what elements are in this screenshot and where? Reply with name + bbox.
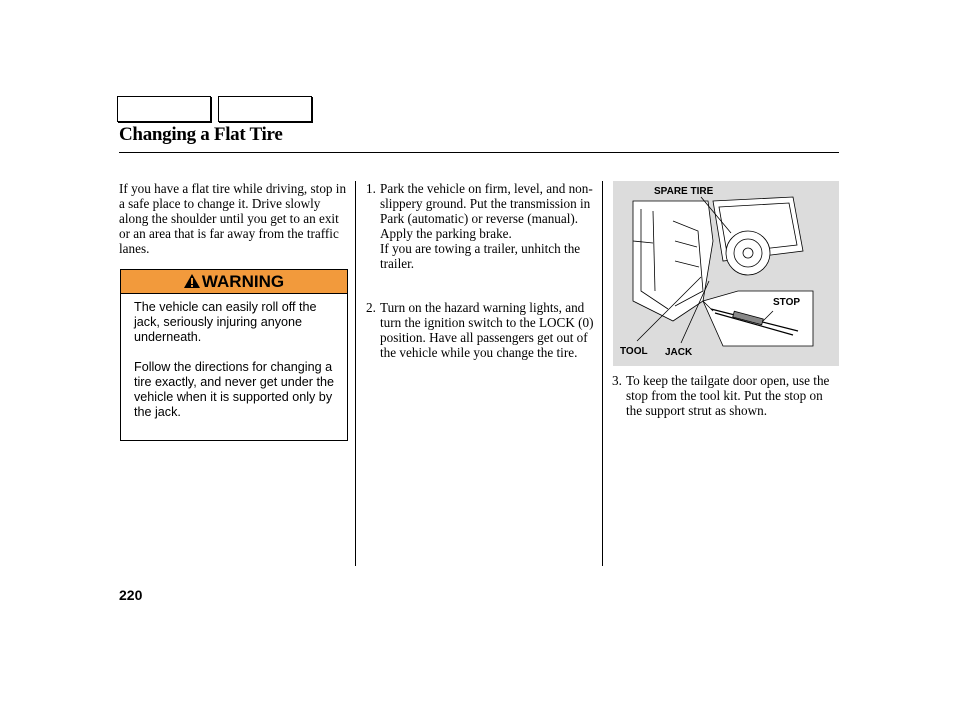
page-number: 220 [119,587,143,603]
warning-box [120,269,348,441]
page-title: Changing a Flat Tire [119,124,283,145]
label-tool: TOOL [620,346,648,357]
step-text: Turn on the hazard warning lights, and turn the ignition switch to the LOCK (0) position. Have all passengers get out of the vehicle while you change the tire. [380,300,594,360]
intro-paragraph: If you have a flat tire while driving, stop in a safe place to change it. Drive slowly along the shoulder until you get to an exit or an area that is far away from the traffic lanes. [119,181,347,256]
label-stop: STOP [773,297,801,308]
label-spare-tire: SPARE TIRE [654,186,714,197]
tailgate-illustration [613,181,839,366]
step-text: To keep the tailgate door open, use the stop from the tool kit. Put the stop on the support strut as shown. [626,373,830,418]
step-2 [366,300,594,360]
step-text: Park the vehicle on firm, level, and non-slippery ground. Put the transmission in Park (automatic) or reverse (manual). Apply the parking brake. [380,181,593,241]
warning-paragraph-1: The vehicle can easily roll off the jack, seriously injuring anyone underneath. [134,300,317,344]
vehicle-rear-drawing [613,181,839,366]
warning-triangle-icon [184,271,200,294]
warning-heading: WARNING [201,272,285,291]
title-divider [119,152,839,153]
step-number: 1. [366,181,376,196]
step-1 [366,181,594,271]
nav-tab-1[interactable] [117,96,211,122]
label-jack: JACK [665,347,693,358]
warning-paragraph-2: Follow the directions for changing a tire exactly, and never get under the vehicle when it is supported only by the jack. [134,360,334,419]
step-number: 2. [366,300,376,315]
column-divider-2 [602,181,603,566]
step-note: If you are towing a trailer, unhitch the trailer. [380,241,581,271]
column-divider-1 [355,181,356,566]
warning-header [121,270,347,294]
step-3 [612,373,838,418]
step-number: 3. [612,373,622,388]
nav-tab-2[interactable] [218,96,312,122]
